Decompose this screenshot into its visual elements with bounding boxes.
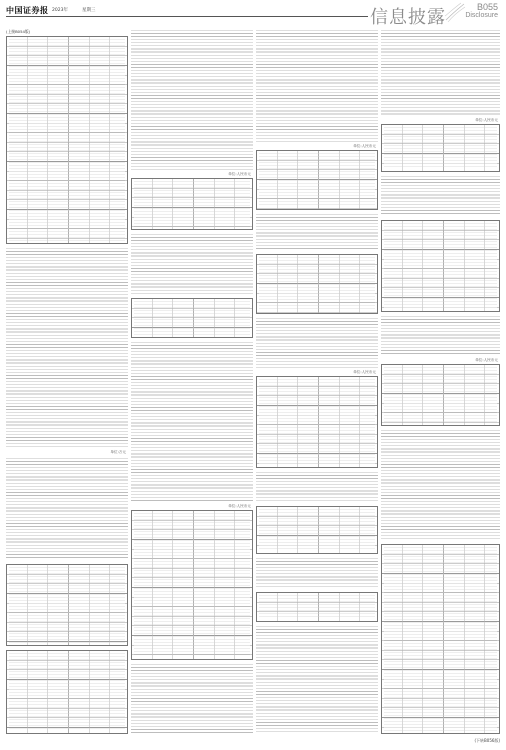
body-text [381,316,500,356]
body-text [256,318,378,368]
body-text [381,430,500,540]
financial-table [256,506,378,554]
body-text [6,458,128,558]
column-2 [131,30,253,735]
body-text [6,248,128,448]
body-text [256,30,378,142]
column-1 [6,30,128,735]
financial-table [381,364,500,426]
section-title-en: Disclosure [465,12,498,19]
fund-usage-table [6,36,128,244]
continued-on-label: (下转B056版) [474,738,500,743]
newspaper-name: 中国证券报 [6,5,49,15]
page-header [0,0,506,26]
project-table [6,650,128,734]
body-text [256,626,378,734]
financial-table [131,178,253,230]
column-4 [381,30,500,735]
body-text [381,176,500,216]
table-unit-label: 单位:人民币元 [228,504,251,508]
table-unit-label: 单位:人民币元 [475,118,498,122]
bank-account-table [381,544,500,734]
financial-table [256,592,378,622]
body-text [131,342,253,502]
table-unit-label: 单位:人民币元 [228,172,251,176]
continued-from-label: (上接B054版) [6,29,31,34]
content-frame [6,30,500,735]
financial-table [131,510,253,660]
body-text [256,472,378,502]
table-unit-label: 单位:人民币元 [353,370,376,374]
body-text [131,234,253,294]
column-3 [256,30,378,735]
issue-date: 2023年 [52,8,68,13]
financial-table [381,124,500,172]
financial-table [131,298,253,338]
financial-table [256,254,378,314]
investment-table [6,564,128,646]
page-number: B055 [476,2,498,12]
section-title: 信息披露 [370,7,446,28]
issue-weekday: 星期三 [82,8,96,13]
table-unit-label: 单位:人民币元 [353,144,376,148]
financial-table [381,220,500,312]
body-text [131,664,253,734]
header-rule [6,16,368,17]
body-text [256,214,378,250]
body-text [131,30,253,170]
table-unit-label: 单位:人民币元 [475,358,498,362]
body-text [381,30,500,116]
financial-table [256,376,378,468]
swirl-logo-icon [444,2,466,24]
financial-table [256,150,378,210]
body-text [256,558,378,588]
table-unit-label: 单位:万元 [110,450,126,454]
